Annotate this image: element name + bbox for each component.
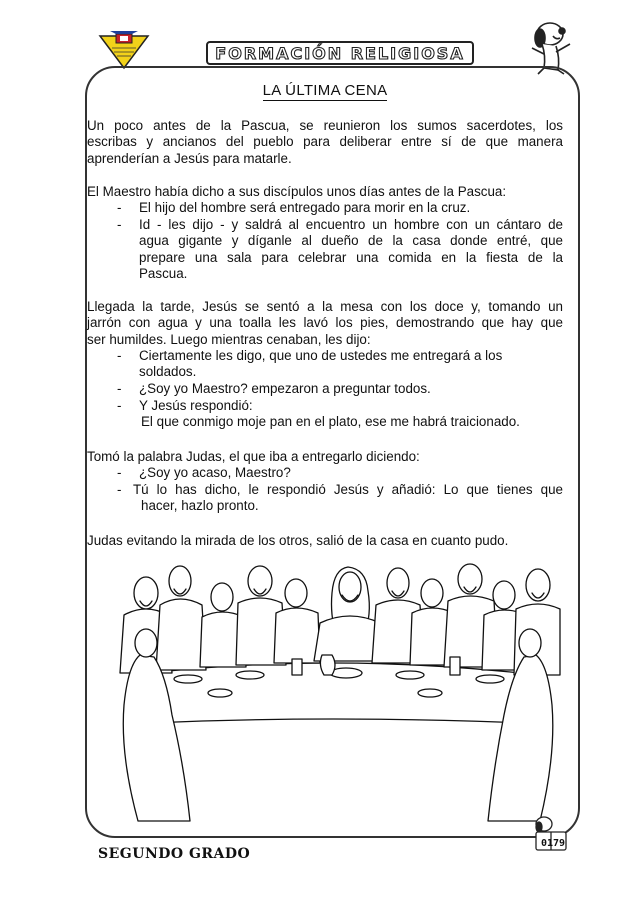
grade-label: SEGUNDO GRADO [98, 846, 251, 862]
page-number: 0179 [541, 838, 566, 849]
banner-text: FORMACIÓN RELIGIOSA [215, 43, 465, 63]
paragraph-4: Tomó la palabra Judas, el que iba a entregarlo diciendo: [87, 449, 420, 464]
paragraph-2: El Maestro había dicho a sus discípulos unos días antes de la Pascua: [87, 184, 507, 199]
paragraph-5: Judas evitando la mirada de los otros, salió de la casa en cuanto pudo. [87, 533, 509, 548]
paragraph-1: Un poco antes de la Pascua, se reunieron los sumos sacerdotes, los escribas y ancianos del pueblo para deliberar entre sí de que manera aprenderían a Jesús para matarle. [87, 118, 563, 166]
school-badge-icon [98, 30, 150, 70]
last-supper-illustration [110, 545, 562, 825]
page-title: LA ÚLTIMA CENA [262, 82, 388, 99]
subject-banner [206, 41, 474, 65]
paragraph-3: Llegada la tarde, Jesús se sentó a la mesa con los doce y, tomando un jarrón con agua y una toalla les lavó los pies, demostrando que hay que ser humildes. Luego mientras cenaban, les dijo: [87, 299, 563, 347]
